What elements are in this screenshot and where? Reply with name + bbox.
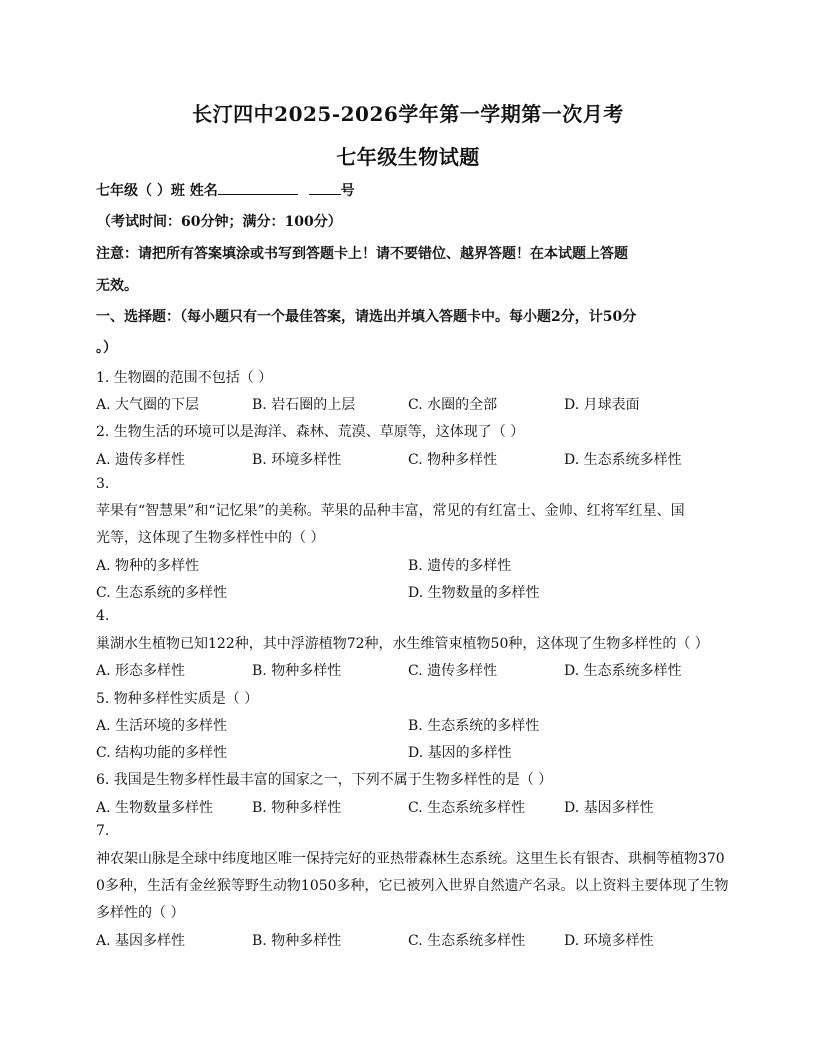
question-3-option-b: B. 遗传的多样性 — [408, 558, 512, 574]
question-3-number: 3. — [96, 476, 110, 492]
question-2-option-a: A. 遗传多样性 — [96, 452, 186, 468]
question-1-option-c: C. 水圈的全部 — [408, 397, 498, 413]
exam-title: 长汀四中2025-2026学年第一学期第一次月考 — [192, 102, 624, 126]
question-5-stem: 5. 物种多样性实质是（ ） — [96, 691, 259, 707]
question-7-stem-line-2: 0多种，生活有金丝猴等野生动物1050多种，它已被列入世界自然遗产名录。以上资料主要体现了生物 — [96, 878, 729, 894]
question-7-option-d: D. 环境多样性 — [564, 933, 654, 949]
time-score-note: （考试时间：60分钟；满分：100分） — [97, 214, 342, 230]
question-3-option-a: A. 物种的多样性 — [96, 558, 200, 574]
number-label: 号 — [340, 183, 355, 199]
grade-name-label: 七年级（ ）班 姓名 — [96, 183, 218, 199]
question-4-option-d: D. 生态系统多样性 — [564, 663, 682, 679]
notice-line-1: 注意：请把所有答案填涂或书写到答题卡上！请不要错位、越界答题！在本试题上答题 — [96, 246, 628, 262]
question-5-option-d: D. 基因的多样性 — [408, 745, 512, 761]
question-1-option-b: B. 岩石圈的上层 — [252, 397, 356, 413]
question-7-option-a: A. 基因多样性 — [96, 933, 186, 949]
question-6-option-d: D. 基因多样性 — [564, 800, 654, 816]
question-1-stem: 1. 生物圈的范围不包括（ ） — [96, 370, 273, 386]
question-4-option-a: A. 形态多样性 — [96, 663, 186, 679]
question-7-option-c: C. 生态系统多样性 — [408, 933, 526, 949]
section-heading-line-2: 。） — [96, 340, 117, 356]
question-2-option-c: C. 物种多样性 — [408, 452, 498, 468]
question-6-option-a: A. 生物数量多样性 — [96, 800, 214, 816]
question-5-option-c: C. 结构功能的多样性 — [96, 745, 228, 761]
question-5-option-a: A. 生活环境的多样性 — [96, 718, 228, 734]
question-4-stem: 巢湖水生植物已知122种，其中浮游植物72种，水生维管束植物50种，这体现了生物多样性的（ ） — [96, 636, 709, 652]
question-6-stem: 6. 我国是生物多样性最丰富的国家之一，下列不属于生物多样性的是（ ） — [96, 772, 553, 788]
question-4-option-b: B. 物种多样性 — [252, 663, 342, 679]
question-3-option-d: D. 生物数量的多样性 — [408, 585, 540, 601]
question-7-stem-line-1: 神农架山脉是全球中纬度地区唯一保持完好的亚热带森林生态系统。这里生长有银杏、珙桐等植物370 — [96, 851, 725, 867]
question-3-option-c: C. 生态系统的多样性 — [96, 585, 228, 601]
question-3-stem-line-2: 光等，这体现了生物多样性中的（ ） — [96, 530, 325, 546]
student-info-line — [96, 180, 355, 200]
question-7-number: 7. — [96, 823, 110, 839]
question-7-stem-line-3: 多样性的（ ） — [96, 905, 185, 921]
question-2-option-b: B. 环境多样性 — [252, 452, 342, 468]
section-heading-line-1: 一、选择题：（每小题只有一个最佳答案，请选出并填入答题卡中。每小题2分，计50分 — [96, 309, 637, 325]
question-4-number: 4. — [96, 608, 110, 624]
number-blank[interactable] — [309, 180, 341, 195]
question-7-option-b: B. 物种多样性 — [252, 933, 342, 949]
question-6-option-b: B. 物种多样性 — [252, 800, 342, 816]
name-blank[interactable] — [218, 180, 298, 195]
question-2-option-d: D. 生态系统多样性 — [564, 452, 682, 468]
question-3-stem-line-1: 苹果有“智慧果”和“记忆果”的美称。苹果的品种丰富，常见的有红富士、金帅、红将军红星、国 — [96, 503, 685, 519]
question-2-stem: 2. 生物生活的环境可以是海洋、森林、荒漠、草原等，这体现了（ ） — [96, 424, 525, 440]
question-6-option-c: C. 生态系统多样性 — [408, 800, 526, 816]
question-1-option-a: A. 大气圈的下层 — [96, 397, 200, 413]
question-5-option-b: B. 生态系统的多样性 — [408, 718, 540, 734]
question-4-option-c: C. 遗传多样性 — [408, 663, 498, 679]
notice-line-2: 无效。 — [96, 278, 138, 294]
question-1-option-d: D. 月球表面 — [564, 397, 640, 413]
exam-subtitle: 七年级生物试题 — [336, 145, 480, 169]
